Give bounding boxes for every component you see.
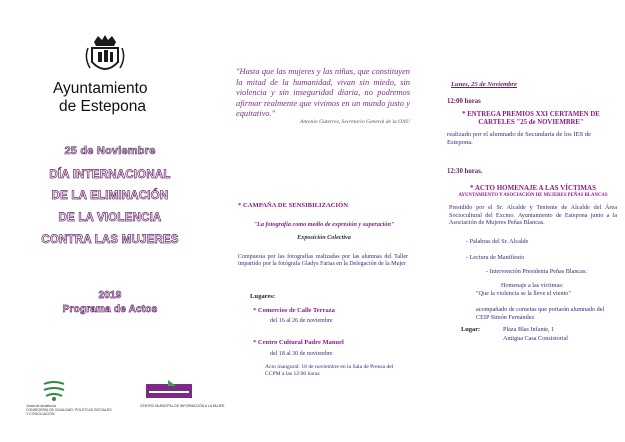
homenaje-victimas: Homenaje a las víctimas: [501, 282, 564, 289]
schedule-date: Lunes, 25 de Noviembre [451, 81, 517, 88]
title-line-1: DÍA INTERNACIONAL [49, 169, 171, 181]
lugar-label: Lugar: [461, 326, 481, 333]
homenaje-organizers: AYUNTAMIENTO Y ASOCIACIÓN DE MUJERES PEÑAS BLANCAS [458, 193, 608, 198]
homenaje-motto: "Que la violencia se la lleve el viento" [476, 290, 571, 297]
venue-comercios-dates: del 16 al 26 de noviembre [270, 318, 333, 324]
exhibition-type: Exposición Colectiva [297, 234, 351, 241]
homenaje-description: Presidido por el Sr. Alcalde y Teniente de Alcalde del Área Sociocultural del Excmo. Ayuntamiento de Estepona junto a la Asociación de Mujeres Peñas Blancas. [449, 204, 617, 227]
cim-logo-icon [146, 380, 192, 398]
logo-line-ayuntamiento: Ayuntamiento [53, 80, 148, 97]
year: 2019 [98, 290, 122, 301]
lugar-address: Plaza Blas Infante, 1 [503, 326, 555, 333]
program-item-intervencion: - Intervención Presidenta Peñas Blancas: [486, 268, 588, 275]
venue-comercios: * Comercios de Calle Terraza [253, 307, 335, 314]
cim-text: CENTRO MUNICIPAL DE INFORMACIÓN A LA MUJER [140, 404, 225, 408]
logo-line-estepona: de Estepona [59, 98, 147, 115]
junta-andalucia-logo-icon [40, 380, 68, 402]
entrega-premios: * ENTREGA PREMIOS XXI CERTAMEN DE CARTELES "25 de NOVIEMBRE" [462, 111, 600, 126]
title-line-3: DE LA VIOLENCIA [58, 212, 162, 224]
acto-inaugural: Acto inaugural: 18 de noviembre en la Sala de Prensa del CCPM a las 12:00 horas [265, 364, 394, 377]
exhibition-title: "La fotografía como medio de expresión y superación" [253, 221, 395, 228]
programa-title: Programa de Actos [62, 304, 158, 315]
time-1230: 12:30 horas. [447, 168, 483, 175]
homenaje-acompanado: acompañado de cometas que portarán alumnado del CEIP Simón Fernández [476, 306, 605, 321]
junta-text-2: CONSEJERÍA DE IGUALDAD, POLÍTICAS SOCIALES [26, 408, 112, 412]
campana-heading: * CAMPAÑA DE SENSIBILIZACIÓN [238, 202, 348, 209]
program-item-palabras: - Palabras del Sr. Alcalde [466, 238, 529, 245]
venue-ccpm: * Centro Cultural Padre Manuel [253, 339, 344, 346]
estepona-crest-icon [80, 34, 130, 78]
lugares-label: Lugares: [250, 293, 276, 300]
program-item-lectura: - Lectura de Manifiesto [466, 254, 525, 261]
quote: "Hasta que las mujeres y las niñas, que constituyen la mitad de la humanidad, vivan sin miedo, sin violencia y sin inseguridad diaria, no podremos afirmar realmente que vivimos en un mundo justo y equitativo." [236, 67, 410, 119]
venue-ccpm-dates: del 18 al 30 de noviembre [270, 351, 333, 357]
title-line-2: DE LA ELIMINACIÓN [51, 190, 169, 202]
homenaje-heading: * ACTO HOMENAJE A LAS VÍCTIMAS [470, 184, 596, 192]
lugar-building: Antigua Casa Consistorial [503, 335, 568, 342]
junta-text-1: Junta de Andalucía [26, 404, 56, 408]
entrega-description: realizado por el alumnado de Secundaria de los IES de Estepona. [447, 131, 592, 147]
title-line-4: CONTRA LAS MUJERES [41, 234, 179, 246]
junta-text-3: Y CONCILIACIÓN [26, 412, 55, 416]
quote-author: Antonio Guterres, Secretario General de la ONU [299, 119, 410, 125]
event-date: 25 de Noviembre [64, 145, 156, 157]
exhibition-description: Compuesta por las fotografías realizadas por las alumnas del Taller impartido por la fotógrafa Gladys Farias en la Delegación de la Mujer [238, 254, 408, 268]
time-1200: 12:00 horas [447, 98, 481, 105]
